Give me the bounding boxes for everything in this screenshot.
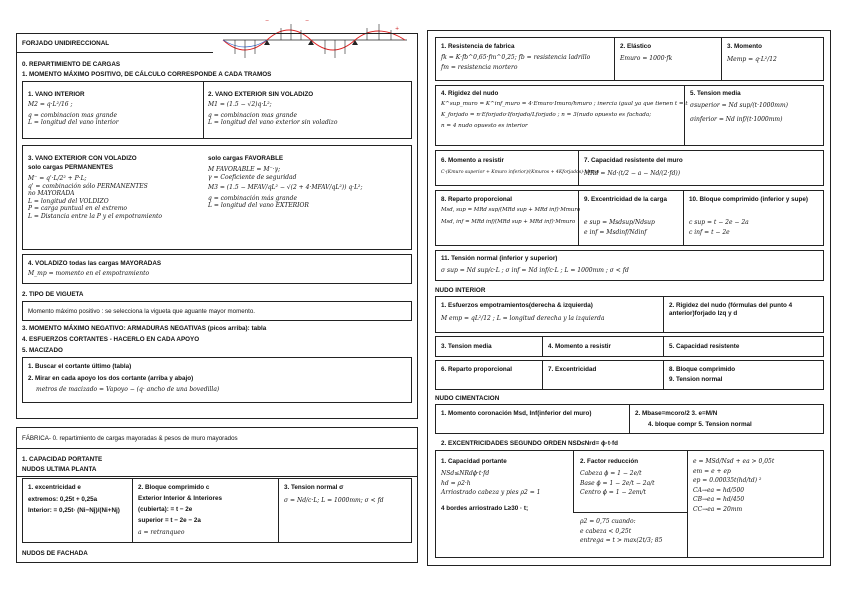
favorable-formulas: M FAVORABLE = M⁻·γ; γ = Coeficiente de seguridad M3 = (1.5 − MFAV/qL² − √(2 + 4·MFAV/qL²)) q·L²; q = combinación más grande L = longitud del vano EXTERIOR [208, 166, 363, 209]
ni-bloque: 8. Bloque comprimido [669, 366, 736, 373]
tension-normal-title: 3. Tension normal σ [284, 484, 344, 491]
bloque-superior: superior = t − 2e − 2a [138, 517, 201, 524]
voladizo-mayoradas-title: 4. VOLADIZO todas las cargas MAYORADAS [28, 260, 162, 267]
nc-momento: 1. Momento coronación Msd, Inf(inferior del muro) [441, 410, 592, 417]
tension-media-formulas: σsuperior = Nd sup/(t·1000mm) σinferior = Nd inf/(t·1000mm) [690, 102, 788, 123]
ni-rigidez: 2. Rigidez del nudo (fórmulas del punto 4 anterior)forjado Izq y d [669, 302, 793, 317]
voladizo-mayoradas-formula: M_mp = momento en el empotramiento [28, 270, 150, 277]
nudo-interior-box-2 [435, 336, 824, 357]
tension-normal-formula: σ = Nd/c·L; L = 1000mm; σ < fd [284, 497, 384, 504]
momento-formula: Memp = q·L²/12 [727, 56, 777, 63]
macizado-heading: 5. MACIZADO [22, 347, 63, 354]
capacidad-muro-title: 7. Capacidad resistente del muro [584, 157, 683, 164]
vano-interior-title: 1. VANO INTERIOR [28, 91, 85, 98]
momento-title: 3. Momento [727, 43, 762, 50]
nudo-interior-box-3 [435, 360, 824, 390]
excentricidad-title: 1. excentricidad e [28, 484, 81, 491]
repartimiento-heading: 0. REPARTIMIENTO DE CARGAS [22, 61, 121, 68]
vano-interior-formulas: M2 = q·L²/16 ; q = combinacion mas grande L = longitud del vano interior [28, 101, 119, 126]
tension-normal-inf-title: 11. Tensión normal (inferior y superior) [441, 255, 558, 262]
svg-text:−: − [305, 18, 310, 24]
momento-positivo-heading: 1. MOMENTO MÁXIMO POSITIVO, DE CÁLCULO CORRESPONDE A CADA TRAMOS [22, 71, 272, 78]
rigidez-formulas: K^sup_muro = K^inf_muro = 4·Emuro·Imuro/hmuro ; inercia igual ya que tienen t = t K_forjado = n·Eforjado·Iforjado/Lforjado ; n = 3(nudo opuesto es fachada; n = 4 nudo opuesto es interior [441, 101, 688, 129]
bloque-inferior-title: 10. Bloque comprimido (inferior y supe) [689, 196, 808, 203]
ni-reparto: 6. Reparto proporcional [441, 366, 513, 373]
momento-resistir-title: 6. Momento a resistir [441, 157, 504, 164]
fabrica-title: FÁBRICA- 0. repartimiento de cargas mayoradas & pesos de muro mayorados [22, 435, 238, 442]
capacidad-portante-formulas: NSd≤NRdϕ·t·fd hd = ρ2·h Arriostrado cabeza y pies ρ2 = 1 [441, 470, 541, 496]
excentricidad-carga-formulas: e sup = Msdsup/Ndsup e inf = Msdinf/Ndinf [584, 219, 655, 236]
bloque-cubierta: (cubierta): = t − 2e [138, 506, 193, 513]
vigueta-text: Momento máximo positivo : se selecciona la vigueta que aguante mayor momento. [28, 308, 255, 315]
forjado-title: FORJADO UNIDIRECCIONAL [22, 40, 110, 47]
ea-formulas: e = MSd/Nsd + ea > 0,05t em = e + ep ep = 0.00035t(hd/td) ² CA→ea = hd/500 CB→ea = hd/450 CC→ea = 20mm [693, 458, 775, 513]
bloque-inferior-formulas: c sup = t − 2e − 2a c inf = t − 2e [689, 219, 749, 236]
macizado-formula: metros de macizado = Vapoyo − (q· ancho de una bovedilla) [36, 386, 220, 393]
macizado-step-2: 2. Mirar en cada apoyo los dos cortante (arriba y abajo) [28, 375, 194, 382]
elastico-title: 2. Elástico [620, 43, 652, 50]
excentricidades-heading: 2. EXCENTRICIDADES SEGUNDO ORDEN NSD≤Nrd= ϕ·t·fd [441, 440, 618, 447]
nc-mbase: 2. Mbase=mcoro/2 3. e=M/N [635, 410, 718, 417]
nudo-cimentacion-title: NUDO CIMENTACION [435, 395, 500, 402]
excentricidad-carga-title: 9. Excentricidad de la carga [584, 196, 667, 203]
nudos-fachada: NUDOS DE FACHADA [22, 550, 88, 557]
excentricidad-interior: Interior: = 0,25t· (Ni−Nj)/(Ni+Nj) [28, 507, 120, 514]
ni-tension-normal: 9. Tension normal [669, 376, 723, 383]
ni-tension-media: 3. Tension media [441, 343, 492, 350]
bloque-exterior-interior: Exterior Interior & Interiores [138, 495, 222, 502]
factor-reduccion-title: 2. Factor reducción [580, 458, 639, 465]
reparto-title: 8. Reparto proporcional [441, 196, 513, 203]
momento-resistir-box [435, 150, 824, 186]
nc-bloque: 4. bloque compr 5. Tension normal [648, 421, 752, 428]
favorable-title: solo cargas FAVORABLE [208, 155, 284, 162]
excentricidad-extremos: extremos: 0,25t + 0,25a [28, 496, 98, 503]
bloque-retranqueo: a = retranqueo [138, 529, 185, 536]
cuatro-bordes: 4 bordes arriostrado L≥30 · t; [441, 505, 529, 512]
tipo-vigueta-heading: 2. TIPO DE VIGUETA [22, 291, 84, 298]
rho-conditions: ρ2 = 0,75 cuando: e cabeza < 0,25t entrega = t > max(2t/3; 85 [580, 518, 663, 544]
vano-voladizo-title: 3. VANO EXTERIOR CON VOLADIZO [28, 155, 137, 162]
rigidez-title: 4. Rigidez del nudo [441, 90, 499, 97]
vano-exterior-title: 2. VANO EXTERIOR SIN VOLADIZO [208, 91, 314, 98]
elastico-formula: Emuro = 1000·fk [620, 55, 673, 62]
capacidad-portante-heading: 1. CAPACIDAD PORTANTE [22, 456, 103, 463]
ni-excentricidad: 7. Excentricidad [548, 366, 597, 373]
tension-media-title: 5. Tension media [690, 90, 741, 97]
tension-normal-inf-formula: σ sup = Nd sup/c·L ; σ inf = Nd inf/c·L ; L = 1000mm ; σ < fd [441, 267, 629, 274]
reparto-formulas: Msd, sup = MRd sup/(MRd sup + MRd inf)·Mmuro Msd, inf = MRd inf/(MRd sup + MRd inf)·Mmuro [441, 207, 581, 225]
resistencia-formulas: fk = K·fb^0,65·fm^0,25; fb = resistencia ladrillo fm = resistencia mortero [441, 54, 591, 71]
svg-text:−: − [265, 18, 270, 24]
capacidad-portante-title: 1. Capacidad portante [441, 458, 507, 465]
factor-reduccion-formulas: Cabeza ϕ = 1 − 2e/t Base ϕ = 1 − 2e/t − 2a/t Centro ϕ = 1 − 2em/t [580, 470, 655, 496]
permanentes-subtitle: solo cargas PERMANENTES [28, 164, 114, 171]
voladizo-mayoradas-box [22, 254, 412, 284]
vano-exterior-formulas: M1 = (1.5 − √2)q·L²; q = combinacion mas grande L = longitud del vano exterior sin voladizo [208, 101, 338, 126]
ni-momento-resistir: 4. Momento a resistir [548, 343, 611, 350]
macizado-step-1: 1. Buscar el cortante último (tabla) [28, 363, 132, 370]
ni-capacidad: 5. Capacidad resistente [669, 343, 740, 350]
momento-resistir-formula: C·(Kmuro superior + Kmuro inferior)/(Kmuros + 4Kforjados)·Memp [441, 170, 600, 175]
svg-text:+: + [395, 26, 400, 32]
bloque-comprimido-title: 2. Bloque comprimido c [138, 484, 210, 491]
voladizo-formulas: M⁻ = q'·L/2² + P·L; q' = combinación sólo PERMANENTES no MAYORADA L = longitud del VOLDIZO P = carga puntual en el extremo L = Distancia entre la P y el empotramiento [28, 175, 163, 220]
ni-esfuerzos: 1. Esfuerzos empotramientos(derecha & izquierda) [441, 302, 593, 309]
nudos-ultima-planta: NUDOS ULTIMA PLANTA [22, 466, 97, 473]
ni-esfuerzos-formula: M emp = qL²/12 ; L = longitud derecha y la izquierda [441, 315, 605, 322]
capacidad-muro-formula: MRd = Nd·(t/2 − a − Nd/(2·fd)) [584, 170, 681, 177]
resistencia-title: 1. Resistencia de fabrica [441, 43, 515, 50]
nudo-interior-title: NUDO INTERIOR [435, 287, 486, 294]
cortantes-heading: 4. ESFUERZOS CORTANTES - HACERLO EN CADA APOYO [22, 336, 200, 343]
momento-negativo-heading: 3. MOMENTO MÁXIMO NEGATIVO: ARMADURAS NEGATIVAS (picos arriba): tabla [22, 325, 267, 332]
